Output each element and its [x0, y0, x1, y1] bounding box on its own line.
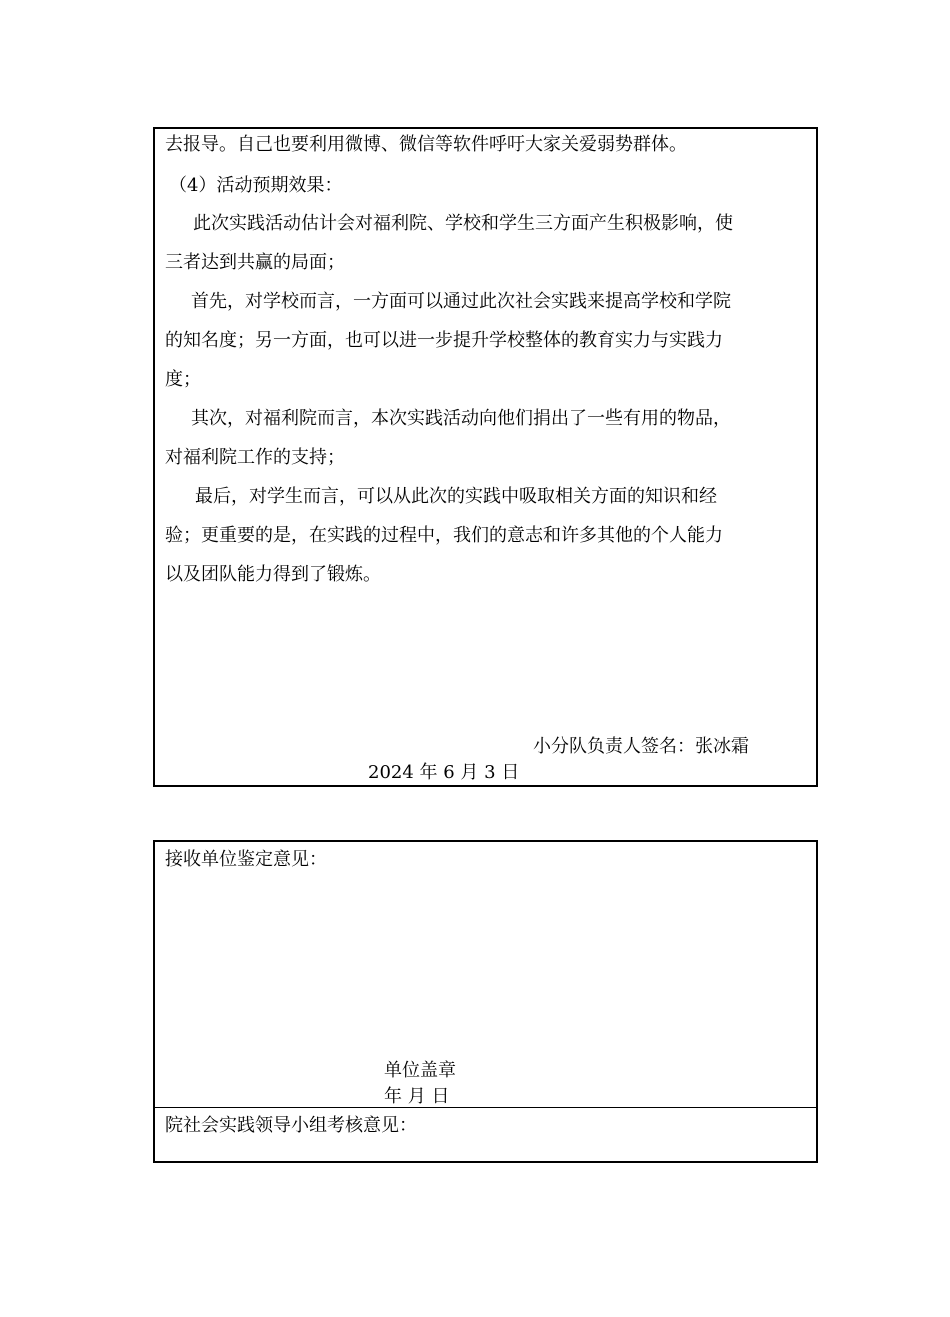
text-line: 去报导。自己也要利用微博、微信等软件呼吁大家关爱弱势群体。 — [165, 134, 687, 155]
unit-stamp-label: 单位盖章 — [384, 1060, 456, 1081]
text-line: 以及团队能力得到了锻炼。 — [165, 564, 381, 585]
text-line: 对福利院工作的支持； — [165, 447, 345, 468]
signature-date: 2024 年 6 月 3 日 — [368, 762, 520, 783]
text-line: 其次，对福利院而言，本次实践活动向他们捐出了一些有用的物品， — [191, 408, 731, 429]
group-opinion-label: 院社会实践领导小组考核意见： — [165, 1115, 417, 1136]
text-line: 最后，对学生而言，可以从此次的实践中吸取相关方面的知识和经 — [195, 486, 717, 507]
team-leader-signature: 小分队负责人签名：张冰霜 — [533, 736, 749, 757]
text-line: 验；更重要的是，在实践的过程中，我们的意志和许多其他的个人能力 — [165, 525, 723, 546]
text-line: 度； — [165, 369, 201, 390]
unit-opinion-label: 接收单位鉴定意见： — [165, 849, 327, 870]
text-line: 此次实践活动估计会对福利院、学校和学生三方面产生积极影响，使 — [193, 213, 733, 234]
text-line: 三者达到共赢的局面； — [165, 252, 345, 273]
evaluation-section — [153, 840, 818, 1163]
text-line: 首先，对学校而言，一方面可以通过此次社会实践来提高学校和学院 — [191, 291, 731, 312]
row-divider — [155, 1107, 816, 1108]
subheading-expected-effects: （4）活动预期效果： — [169, 175, 343, 196]
text-line: 的知名度；另一方面，也可以进一步提升学校整体的教育实力与实践力 — [165, 330, 723, 351]
activity-description-section — [153, 127, 818, 787]
stamp-date-placeholder: 年 月 日 — [384, 1086, 450, 1107]
